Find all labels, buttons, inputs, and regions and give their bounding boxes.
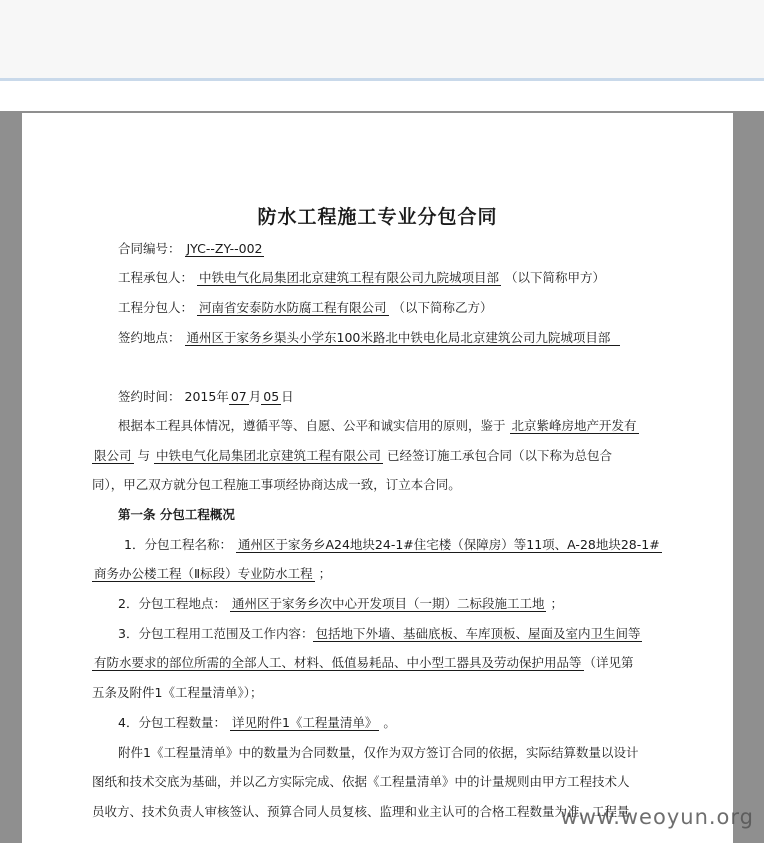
sign-year-unit: 年	[216, 389, 229, 404]
watermark: www.weoyun.org	[560, 805, 754, 829]
intro-line-2	[92, 446, 612, 464]
document-page[interactable]	[22, 113, 733, 843]
contractor-value: 中铁电气化局集团北京建筑工程有限公司九院城项目部	[199, 270, 500, 285]
item-3-line-2	[92, 653, 634, 671]
item-1-line-2	[92, 564, 331, 582]
article-1-heading: 第一条 分包工程概况	[118, 507, 235, 522]
sign-place-value: 通州区于家务乡渠头小学东100米路北中铁电化局北京建筑公司九院城项目部	[185, 330, 621, 346]
item-4-label: 4．分包工程数量：	[118, 715, 226, 730]
sign-day-unit: 日	[281, 389, 294, 404]
contract-number-line	[118, 239, 264, 257]
contractor-line	[118, 268, 605, 286]
contract-number-value: JYC--ZY--002	[186, 241, 263, 256]
item-4-end: 。	[383, 715, 396, 730]
sign-place-label: 签约地点：	[118, 330, 181, 345]
item-4-value: 详见附件1《工程量清单》	[231, 715, 378, 730]
page-title: 防水工程施工专业分包合同	[257, 206, 498, 228]
contract-number-label: 合同编号：	[118, 241, 181, 256]
sign-day: 05	[263, 389, 280, 404]
item-3-line-1	[118, 624, 642, 642]
sign-time-label: 签约时间：	[118, 389, 181, 404]
intro-text: 根据本工程具体情况，遵循平等、自愿、公平和诚实信用的原则，鉴于	[118, 418, 506, 433]
item-1-value-cont: 商务办公楼工程（Ⅱ标段）专业防水工程	[94, 566, 313, 581]
contractor-label: 工程承包人：	[118, 270, 194, 285]
sign-time-line	[118, 387, 294, 405]
subcontractor-label: 工程分包人：	[118, 300, 194, 315]
item-4-line	[118, 713, 396, 731]
intro-line-3: 同），甲乙双方就分包工程施工事项经协商达成一致，订立本合同。	[92, 477, 461, 492]
viewer-toolbar	[0, 0, 764, 78]
item-1-label: 1．分包工程名称：	[124, 537, 232, 552]
item-3-label: 3．分包工程用工范围及工作内容：	[118, 626, 314, 641]
item-2-value: 通州区于家务乡次中心开发项目（一期）二标段施工工地	[231, 596, 545, 611]
toolbar-spacer	[0, 81, 764, 111]
sign-month: 07	[230, 389, 247, 404]
item-3-line-3: 五条及附件1《工程量清单》）；	[92, 685, 263, 700]
subcontractor-suffix: （以下简称乙方）	[392, 300, 493, 315]
intro-text-cont: 已经签订施工承包合同（以下称为总包合	[387, 448, 613, 463]
item-2-label: 2．分包工程地点：	[118, 596, 226, 611]
item-3-value: 包括地下外墙、基础底板、车库顶板、屋面及室内卫生间等	[315, 626, 641, 641]
quantity-paragraph-line-1: 附件1《工程量清单》中的数量为合同数量，仅作为双方签订合同的依据，实际结算数量以设计	[118, 745, 639, 760]
sign-year: 2015	[184, 389, 217, 404]
intro-line-1	[118, 416, 639, 434]
quantity-paragraph-line-2: 图纸和技术交底为基础，并以乙方实际完成、依据《工程量清单》中的计量规则由甲方工程技术人	[92, 774, 630, 789]
intro-conjunction: 与	[137, 448, 151, 463]
developer-name-cont: 限公司	[94, 448, 132, 463]
item-1-line-1	[124, 535, 662, 553]
item-1-value: 通州区于家务乡A24地块24-1#住宅楼（保障房）等11项、A-28地块28-1#	[237, 537, 660, 552]
subcontractor-line	[118, 298, 493, 316]
subcontractor-value: 河南省安泰防水防腐工程有限公司	[199, 300, 387, 315]
item-3-tail: （详见第	[583, 655, 634, 670]
general-contractor-name: 中铁电气化局集团北京建筑工程有限公司	[156, 448, 382, 463]
item-2-end: ；	[550, 596, 563, 611]
sign-month-unit: 月	[248, 389, 262, 404]
item-1-end: ；	[318, 566, 332, 581]
contractor-suffix: （以下简称甲方）	[505, 270, 606, 285]
item-2-line	[118, 594, 563, 612]
item-3-value-cont: 有防水要求的部位所需的全部人工、材料、低值易耗品、中小型工器具及劳动保护用品等	[94, 655, 582, 670]
developer-name: 北京紫峰房地产开发有	[511, 418, 637, 433]
quantity-paragraph-line-3: 员收方、技术负责人审核签认、预算合同人员复核、监理和业主认可的合格工程数量为准，工程量	[92, 804, 630, 819]
sign-place-line	[118, 328, 620, 346]
